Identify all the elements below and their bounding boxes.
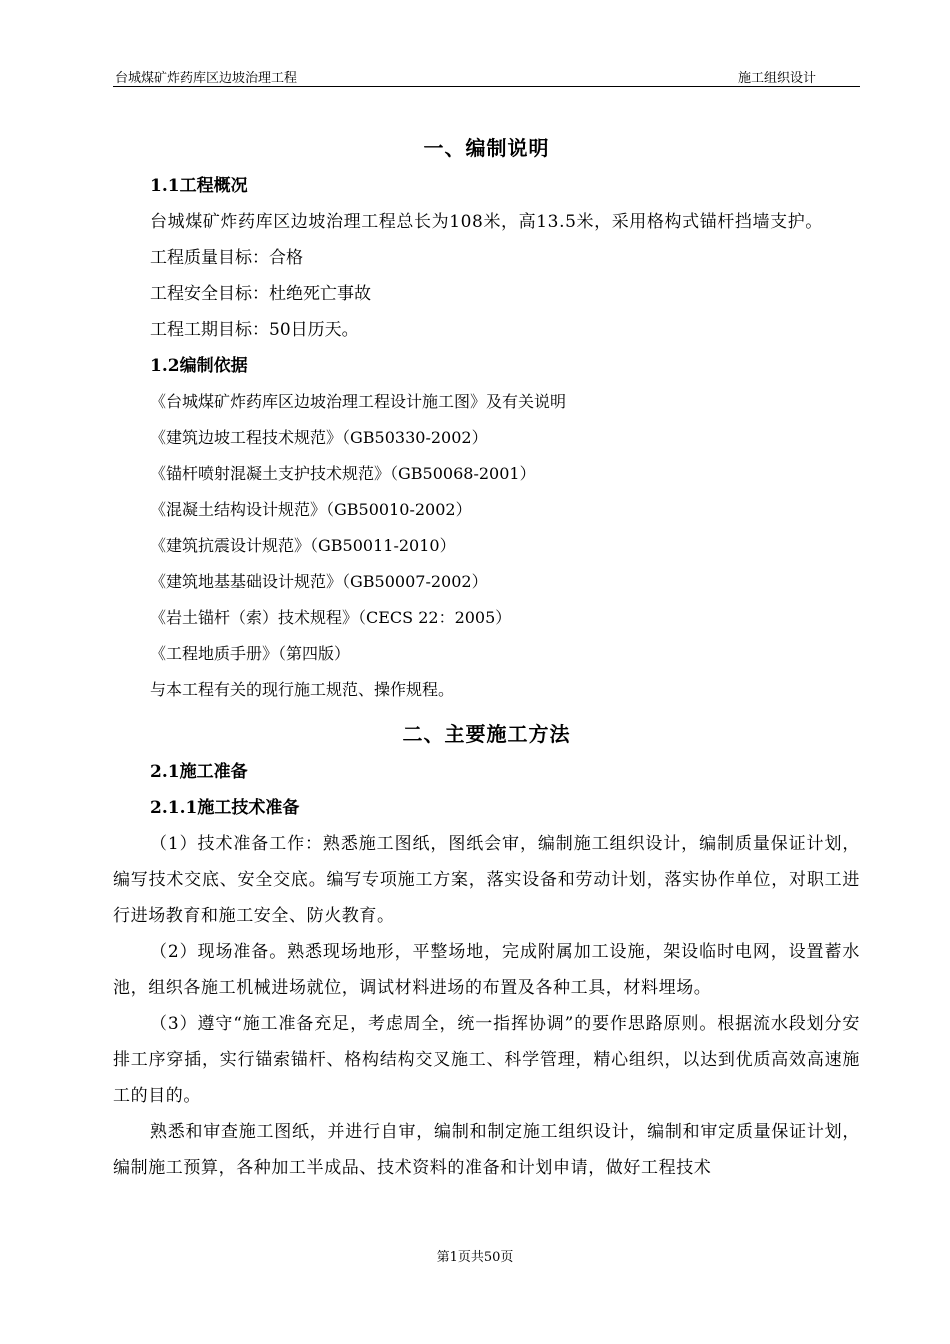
reference-item: 《建筑地基基础设计规范》（GB50007-2002） [150, 572, 488, 591]
quality-goal: 工程质量目标：合格 [150, 248, 303, 268]
section-2-title: 二、主要施工方法 [402, 722, 571, 746]
section-2-1-1-heading: 2.1.1施工技术准备 [150, 798, 300, 818]
header-project-name: 台城煤矿炸药库区边坡治理工程 [115, 71, 298, 86]
reference-item: 《混凝土结构设计规范》（GB50010-2002） [150, 500, 472, 519]
reference-item: 《台城煤矿炸药库区边坡治理工程设计施工图》及有关说明 [150, 392, 567, 411]
paragraph: （2）现场准备。熟悉现场地形，平整场地，完成附属加工设施，架设临时电网，设置蓄水池，组织各施工机械进场就位，调试材料进场的布置及各种工具，材料埋场。 [113, 942, 860, 998]
header-doc-type: 施工组织设计 [737, 71, 816, 86]
schedule-goal: 工程工期目标：50日历天。 [150, 320, 359, 340]
page-number: 第1页共50页 [436, 1250, 514, 1265]
reference-item: 《岩土锚杆（索）技术规程》（CECS 22：2005） [150, 608, 512, 627]
section-1-1-heading: 1.1工程概况 [150, 176, 248, 196]
reference-item: 《建筑抗震设计规范》（GB50011-2010） [150, 536, 456, 555]
paragraph: （1）技术准备工作：熟悉施工图纸，图纸会审，编制施工组织设计，编制质量保证计划，编写技术交底、安全交底。编写专项施工方案，落实设备和劳动计划，落实协作单位，对职工进行进场教育和施工安全、防火教育。 [113, 834, 860, 926]
section-2-1-heading: 2.1施工准备 [150, 762, 248, 782]
paragraph: 熟悉和审查施工图纸，并进行自审，编制和制定施工组织设计，编制和审定质量保证计划，编制施工预算，各种加工半成品、技术资料的准备和计划申请，做好工程技术 [113, 1122, 860, 1178]
paragraph: （3）遵守“施工准备充足，考虑周全，统一指挥协调”的要作思路原则。根据流水段划分安排工序穿插，实行锚索锚杆、格构结构交叉施工、科学管理，精心组织，以达到优质高效高速施工的目的。 [113, 1014, 860, 1106]
document-body [113, 128, 860, 1186]
section-1-title: 一、编制说明 [423, 136, 550, 160]
reference-item: 《工程地质手册》（第四版） [150, 644, 351, 663]
page-header [113, 66, 860, 87]
reference-item: 《建筑边坡工程技术规范》（GB50330-2002） [150, 428, 488, 447]
section-1-2-heading: 1.2编制依据 [150, 356, 248, 376]
safety-goal: 工程安全目标：杜绝死亡事故 [150, 284, 371, 304]
reference-item: 《锚杆喷射混凝土支护技术规范》（GB50068-2001） [150, 464, 536, 483]
reference-item: 与本工程有关的现行施工规范、操作规程。 [150, 680, 455, 699]
project-overview-paragraph: 台城煤矿炸药库区边坡治理工程总长为108米，高13.5米，采用格构式锚杆挡墙支护。 [150, 212, 823, 232]
